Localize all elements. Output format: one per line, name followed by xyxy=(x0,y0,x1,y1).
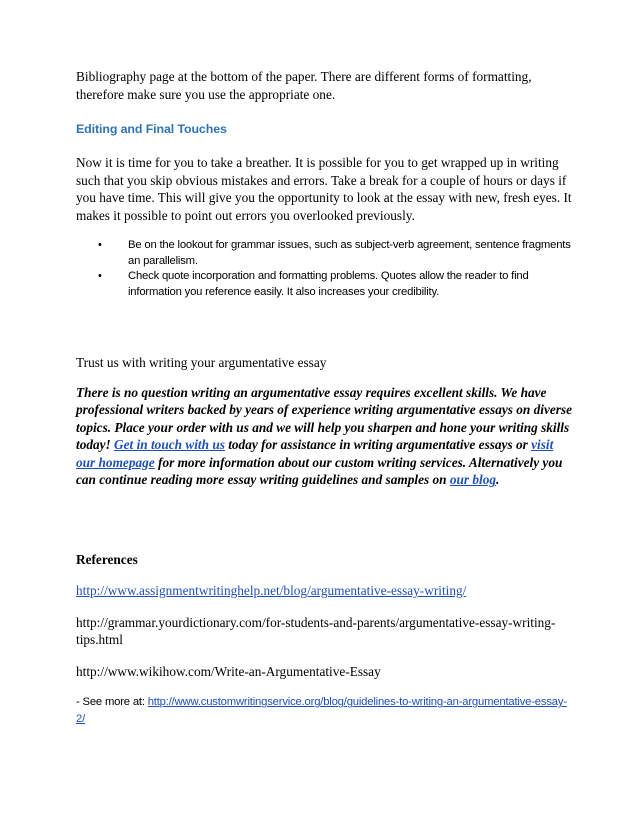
list-item xyxy=(98,269,574,300)
reference-item xyxy=(76,582,574,600)
document-page xyxy=(76,68,574,728)
trust-title: Trust us with writing your argumentative essay xyxy=(76,355,327,371)
trust-text-part-1: There is no question writing an argumentative essay requires excellent skills. We have professional writers backed by years of experience writing argumentative essays on diverse topics. Place your order with us and we will help you sharpen and hone your writing skills today! xyxy=(76,384,573,453)
reference-item: http://www.wikihow.com/Write-an-Argumentative-Essay xyxy=(76,663,381,679)
bullet-icon: • xyxy=(98,239,102,251)
see-more-prefix: - See more at: xyxy=(76,696,148,709)
bullet-icon: • xyxy=(98,270,102,283)
editing-paragraph: Now it is time for you to take a breather. It is possible for you to get wrapped up in writing such that you skip obvious mistakes and errors. Take a break for a couple of hours or days if you have time. This will give you the opportunity to look at the essay with new, fresh eyes. It makes it possible to point out errors you overlooked previously. xyxy=(76,155,572,223)
editing-heading: Editing and Final Touches xyxy=(76,122,227,136)
blog-link[interactable]: our blog xyxy=(449,472,497,488)
contact-link[interactable]: Get in touch with us xyxy=(114,437,225,453)
intro-paragraph: Bibliography page at the bottom of the paper. There are different forms of formatting, therefore make sure you use the appropriate one. xyxy=(76,69,532,102)
reference-link-1[interactable]: http://www.assignmentwritinghelp.net/blog/argumentative-essay-writing/ xyxy=(76,583,467,599)
editing-bullet-list xyxy=(76,238,574,300)
bullet-text: Be on the lookout for grammar issues, such as subject-verb agreement, sentence fragments an parallelism. xyxy=(128,239,571,267)
see-more-line xyxy=(76,694,574,728)
see-more-link[interactable]: http://www.customwritingservice.org/blog/guidelines-to-writing-an-argumentative-essay-2/ xyxy=(76,696,567,726)
trust-text-part-3: for more information about our custom writing services. Alternatively you can continue reading more essay writing guidelines and samples on xyxy=(76,454,563,488)
bullet-text: Check quote incorporation and formatting problems. Quotes allow the reader to find information you reference easily. It also increases your credibility. xyxy=(128,270,529,298)
homepage-link[interactable]: visit our homepage xyxy=(76,437,554,470)
list-item xyxy=(98,238,574,269)
trust-paragraph xyxy=(76,384,574,489)
trust-text-part-2: today for assistance in writing argumentative essays or xyxy=(224,437,532,453)
trust-text-part-4: . xyxy=(496,472,500,488)
references-title: References xyxy=(76,551,138,567)
reference-item: http://grammar.yourdictionary.com/for-students-and-parents/argumentative-essay-writing-tips.html xyxy=(76,614,556,648)
